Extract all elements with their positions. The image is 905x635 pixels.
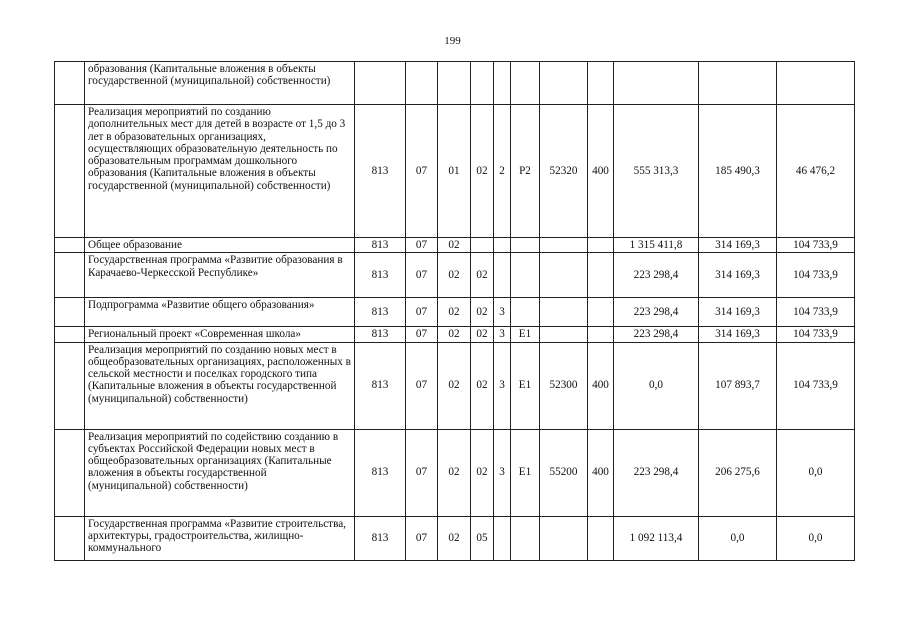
- project-code-cell: [511, 516, 540, 560]
- item-name-cell: Реализация мероприятий по созданию дополнительных мест для детей в возрасте от 1,5 до 3 лет в образовательных организациях, осуществляющих образовательную деятельность по образовательным программам дошкольного образования (Капитальные вложения в объекты государственной (муниципальной) собственности): [85, 105, 355, 238]
- expense-direction-cell: 52300: [540, 342, 588, 429]
- section-code-cell: 07: [406, 429, 438, 516]
- table-row: [55, 516, 855, 560]
- program-code-cell: [471, 62, 494, 105]
- expense-type-cell: 400: [588, 429, 614, 516]
- subprogram-code-cell: [494, 516, 511, 560]
- subsection-code-cell: [438, 62, 471, 105]
- item-name-cell: Подпрограмма «Развитие общего образования»: [85, 298, 355, 327]
- expense-type-cell: [588, 327, 614, 342]
- project-code-cell: E1: [511, 327, 540, 342]
- subsection-code-cell: 01: [438, 105, 471, 238]
- project-code-cell: [511, 62, 540, 105]
- amount-year2-cell: 206 275,6: [699, 429, 777, 516]
- expense-type-cell: [588, 253, 614, 298]
- project-code-cell: E1: [511, 429, 540, 516]
- section-code-cell: 07: [406, 516, 438, 560]
- program-code-cell: 05: [471, 516, 494, 560]
- amount-year3-cell: 104 733,9: [777, 327, 855, 342]
- amount-year1-cell: 0,0: [614, 342, 699, 429]
- expense-type-cell: 400: [588, 105, 614, 238]
- project-code-cell: [511, 253, 540, 298]
- subsection-code-cell: 02: [438, 298, 471, 327]
- amount-year2-cell: 314 169,3: [699, 238, 777, 253]
- subsection-code-cell: 02: [438, 342, 471, 429]
- expense-direction-cell: [540, 253, 588, 298]
- program-code-cell: 02: [471, 298, 494, 327]
- program-code-cell: [471, 238, 494, 253]
- amount-year3-cell: 104 733,9: [777, 342, 855, 429]
- ministry-code-cell: [355, 62, 406, 105]
- ministry-code-cell: 813: [355, 342, 406, 429]
- ministry-code-cell: 813: [355, 516, 406, 560]
- row-gutter-cell: [55, 516, 85, 560]
- item-name-cell: Общее образование: [85, 238, 355, 253]
- table-row: [55, 105, 855, 238]
- amount-year3-cell: [777, 62, 855, 105]
- expense-direction-cell: [540, 62, 588, 105]
- expense-type-cell: 400: [588, 342, 614, 429]
- amount-year2-cell: 314 169,3: [699, 327, 777, 342]
- table-row: [55, 429, 855, 516]
- section-code-cell: 07: [406, 327, 438, 342]
- amount-year3-cell: 104 733,9: [777, 298, 855, 327]
- item-name-cell: Реализация мероприятий по созданию новых мест в общеобразовательных организациях, расположенных в сельской местности и поселках городского типа (Капитальные вложения в объекты государственной (муниципальной) собственности): [85, 342, 355, 429]
- amount-year2-cell: 107 893,7: [699, 342, 777, 429]
- row-gutter-cell: [55, 105, 85, 238]
- table-row: [55, 327, 855, 342]
- expense-type-cell: [588, 62, 614, 105]
- expense-direction-cell: [540, 238, 588, 253]
- amount-year3-cell: 0,0: [777, 516, 855, 560]
- subprogram-code-cell: [494, 253, 511, 298]
- expense-direction-cell: [540, 298, 588, 327]
- project-code-cell: [511, 238, 540, 253]
- item-name-cell: Государственная программа «Развитие образования в Карачаево-Черкесской Республике»: [85, 253, 355, 298]
- ministry-code-cell: 813: [355, 105, 406, 238]
- program-code-cell: 02: [471, 429, 494, 516]
- amount-year1-cell: 1 315 411,8: [614, 238, 699, 253]
- amount-year2-cell: 314 169,3: [699, 298, 777, 327]
- item-name-cell: Региональный проект «Современная школа»: [85, 327, 355, 342]
- ministry-code-cell: 813: [355, 429, 406, 516]
- section-code-cell: 07: [406, 105, 438, 238]
- row-gutter-cell: [55, 253, 85, 298]
- subprogram-code-cell: 2: [494, 105, 511, 238]
- ministry-code-cell: 813: [355, 298, 406, 327]
- expense-type-cell: [588, 298, 614, 327]
- subprogram-code-cell: 3: [494, 342, 511, 429]
- amount-year1-cell: 223 298,4: [614, 298, 699, 327]
- ministry-code-cell: 813: [355, 327, 406, 342]
- amount-year3-cell: 46 476,2: [777, 105, 855, 238]
- program-code-cell: 02: [471, 327, 494, 342]
- program-code-cell: 02: [471, 253, 494, 298]
- subprogram-code-cell: 3: [494, 429, 511, 516]
- amount-year1-cell: [614, 62, 699, 105]
- subprogram-code-cell: 3: [494, 327, 511, 342]
- table-row: [55, 298, 855, 327]
- section-code-cell: 07: [406, 253, 438, 298]
- amount-year2-cell: 0,0: [699, 516, 777, 560]
- row-gutter-cell: [55, 298, 85, 327]
- item-name-cell: образования (Капитальные вложения в объекты государственной (муниципальной) собственности): [85, 62, 355, 105]
- project-code-cell: P2: [511, 105, 540, 238]
- ministry-code-cell: 813: [355, 238, 406, 253]
- subsection-code-cell: 02: [438, 238, 471, 253]
- subsection-code-cell: 02: [438, 253, 471, 298]
- section-code-cell: [406, 62, 438, 105]
- table-row: [55, 342, 855, 429]
- project-code-cell: [511, 298, 540, 327]
- section-code-cell: 07: [406, 238, 438, 253]
- item-name-cell: Государственная программа «Развитие строительства, архитектуры, градостроительства, жилищно-коммунального: [85, 516, 355, 560]
- row-gutter-cell: [55, 62, 85, 105]
- expense-direction-cell: [540, 516, 588, 560]
- subprogram-code-cell: [494, 62, 511, 105]
- table-row: [55, 253, 855, 298]
- page-number: 199: [444, 35, 461, 47]
- expense-direction-cell: 55200: [540, 429, 588, 516]
- row-gutter-cell: [55, 238, 85, 253]
- program-code-cell: 02: [471, 342, 494, 429]
- amount-year2-cell: 314 169,3: [699, 253, 777, 298]
- program-code-cell: 02: [471, 105, 494, 238]
- amount-year3-cell: 104 733,9: [777, 253, 855, 298]
- amount-year3-cell: 0,0: [777, 429, 855, 516]
- ministry-code-cell: 813: [355, 253, 406, 298]
- row-gutter-cell: [55, 342, 85, 429]
- amount-year2-cell: [699, 62, 777, 105]
- expense-type-cell: [588, 516, 614, 560]
- section-code-cell: 07: [406, 298, 438, 327]
- amount-year1-cell: 1 092 113,4: [614, 516, 699, 560]
- amount-year1-cell: 223 298,4: [614, 327, 699, 342]
- table-row: [55, 238, 855, 253]
- amount-year1-cell: 223 298,4: [614, 429, 699, 516]
- subsection-code-cell: 02: [438, 516, 471, 560]
- expense-direction-cell: 52320: [540, 105, 588, 238]
- project-code-cell: E1: [511, 342, 540, 429]
- amount-year1-cell: 555 313,3: [614, 105, 699, 238]
- section-code-cell: 07: [406, 342, 438, 429]
- budget-table: [54, 61, 855, 561]
- table-row: [55, 62, 855, 105]
- row-gutter-cell: [55, 327, 85, 342]
- subsection-code-cell: 02: [438, 327, 471, 342]
- expense-direction-cell: [540, 327, 588, 342]
- amount-year1-cell: 223 298,4: [614, 253, 699, 298]
- amount-year2-cell: 185 490,3: [699, 105, 777, 238]
- subprogram-code-cell: 3: [494, 298, 511, 327]
- item-name-cell: Реализация мероприятий по содействию созданию в субъектах Российской Федерации новых мест в общеобразовательных организациях (Капитальные вложения в объекты государственной (муниципальной) собственности): [85, 429, 355, 516]
- row-gutter-cell: [55, 429, 85, 516]
- subsection-code-cell: 02: [438, 429, 471, 516]
- subprogram-code-cell: [494, 238, 511, 253]
- expense-type-cell: [588, 238, 614, 253]
- amount-year3-cell: 104 733,9: [777, 238, 855, 253]
